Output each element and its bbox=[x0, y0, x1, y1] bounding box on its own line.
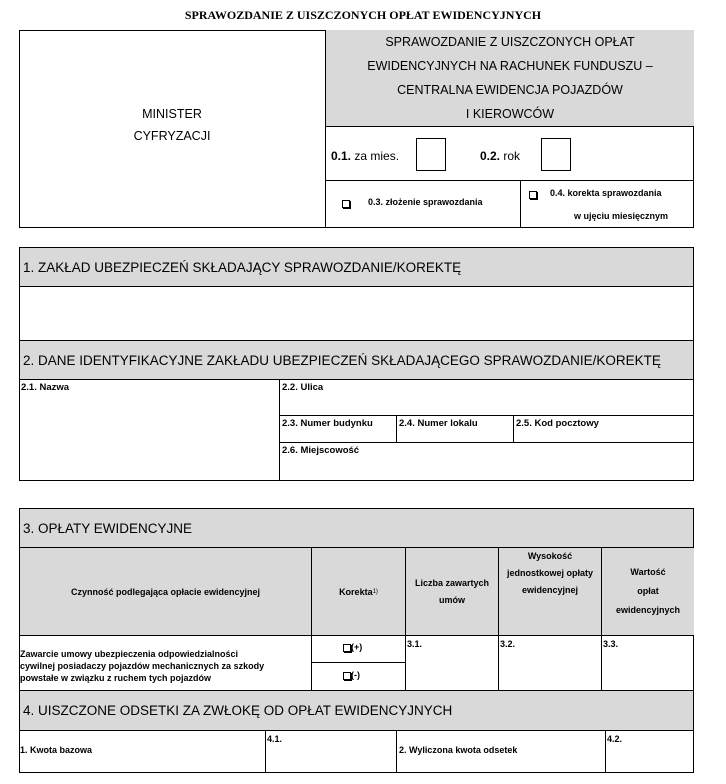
report-title-box bbox=[325, 30, 694, 127]
unit-number-field[interactable]: 2.4. Numer lokalu bbox=[396, 416, 513, 443]
col-correction-header bbox=[311, 548, 405, 636]
activity-line-2: cywilnej posiadaczy pojazdów mechanicznych za szkody bbox=[20, 661, 265, 671]
month-input[interactable] bbox=[416, 138, 446, 171]
city-field[interactable]: 2.6. Miejscowość bbox=[279, 443, 694, 481]
building-number-field[interactable]: 2.3. Numer budynku bbox=[279, 416, 396, 443]
report-title-line-3: CENTRALNA EWIDENCJA POJAZDÓW bbox=[397, 83, 623, 97]
col-unit-fee-header bbox=[498, 548, 601, 636]
activity-line-1: Zawarcie umowy ubezpieczenia odpowiedzialności bbox=[20, 649, 239, 659]
col-value-line-3: ewidencyjnych bbox=[615, 605, 681, 615]
correction-plus-label: (+) bbox=[351, 642, 363, 652]
col-correction-text: Korekta bbox=[339, 586, 373, 597]
correction-checkbox[interactable] bbox=[529, 186, 537, 204]
correction-plus-option[interactable] bbox=[343, 642, 362, 652]
month-number: 0.1. bbox=[331, 149, 352, 163]
field-3-1[interactable]: 3.1. bbox=[405, 636, 498, 691]
col-value-line-1: Wartość bbox=[630, 567, 666, 577]
month-label bbox=[331, 149, 399, 163]
report-title-line-1: SPRAWOZDANIE Z UISZCZONYCH OPŁAT bbox=[385, 35, 635, 49]
submit-checkbox[interactable] bbox=[342, 195, 350, 213]
activity-line-3: powstałe w związku z ruchem tych pojazdów bbox=[20, 673, 212, 683]
col-activity-header: Czynność podlegająca opłacie ewidencyjnej bbox=[19, 548, 311, 636]
col-unit-line-1: Wysokość bbox=[527, 551, 573, 561]
correction-plus-checkbox[interactable] bbox=[343, 644, 351, 652]
authority-line-2: CYFRYZACJI bbox=[133, 129, 211, 143]
col-count-line-1: Liczba zawartych bbox=[414, 577, 490, 588]
document-title: SPRAWOZDANIE Z UISZCZONYCH OPŁAT EWIDENCYJNYCH bbox=[184, 8, 542, 22]
name-field[interactable]: 2.1. Nazwa bbox=[21, 382, 70, 393]
field-3-3[interactable]: 3.3. bbox=[601, 636, 694, 691]
street-field[interactable]: 2.2. Ulica bbox=[279, 380, 694, 416]
col-value-line-2: opłat bbox=[637, 586, 659, 596]
correction-minus-label: (-) bbox=[351, 670, 360, 680]
correction-label-line-2: w ujęciu miesięcznym bbox=[574, 211, 669, 221]
report-title-line-2: EWIDENCYJNYCH NA RACHUNEK FUNDUSZU – bbox=[367, 59, 653, 73]
col-value-header bbox=[601, 548, 694, 636]
report-title-line-4: I KIEROWCÓW bbox=[465, 107, 555, 121]
field-4-1[interactable]: 4.1. bbox=[265, 731, 396, 773]
correction-minus-option[interactable] bbox=[343, 670, 360, 680]
authority-name bbox=[19, 100, 325, 150]
section-3-header: 3. OPŁATY EWIDENCYJNE bbox=[19, 508, 694, 548]
authority-line-1: MINISTER bbox=[142, 107, 202, 121]
field-4-2[interactable]: 4.2. bbox=[605, 731, 694, 773]
col-correction-footnote: 1) bbox=[372, 588, 378, 595]
month-text: za mies. bbox=[354, 149, 400, 163]
col-unit-line-2: jednostkowej opłaty bbox=[506, 568, 593, 578]
section-4-header: 4. UISZCZONE ODSETKI ZA ZWŁOKĘ OD OPŁAT EWIDENCYJNYCH bbox=[19, 691, 694, 731]
interest-amount-label: 2. Wyliczona kwota odsetek bbox=[396, 731, 605, 773]
correction-label-line-1: 0.4. korekta sprawozdania bbox=[550, 188, 662, 198]
correction-minus-checkbox[interactable] bbox=[343, 672, 351, 680]
col-count-line-2: umów bbox=[439, 594, 465, 605]
base-amount-label: 1. Kwota bazowa bbox=[20, 745, 93, 755]
section-2-header: 2. DANE IDENTYFIKACYJNE ZAKŁADU UBEZPIECZEŃ SKŁADAJĄCEGO SPRAWOZDANIE/KOREKTĘ bbox=[19, 340, 694, 380]
activity-description bbox=[20, 648, 311, 684]
field-3-2[interactable]: 3.2. bbox=[498, 636, 601, 691]
col-count-header bbox=[405, 548, 498, 636]
col-unit-line-3: ewidencyjnej bbox=[521, 585, 579, 595]
year-input[interactable] bbox=[541, 138, 571, 171]
submit-label: 0.3. złożenie sprawozdania bbox=[368, 197, 483, 207]
postal-code-field[interactable]: 2.5. Kod pocztowy bbox=[513, 416, 694, 443]
insurer-field[interactable] bbox=[20, 287, 693, 340]
year-text: rok bbox=[503, 149, 521, 163]
year-number: 0.2. bbox=[480, 149, 501, 163]
year-label bbox=[480, 149, 520, 163]
section-1-header: 1. ZAKŁAD UBEZPIECZEŃ SKŁADAJĄCY SPRAWOZDANIE/KOREKTĘ bbox=[19, 247, 694, 287]
